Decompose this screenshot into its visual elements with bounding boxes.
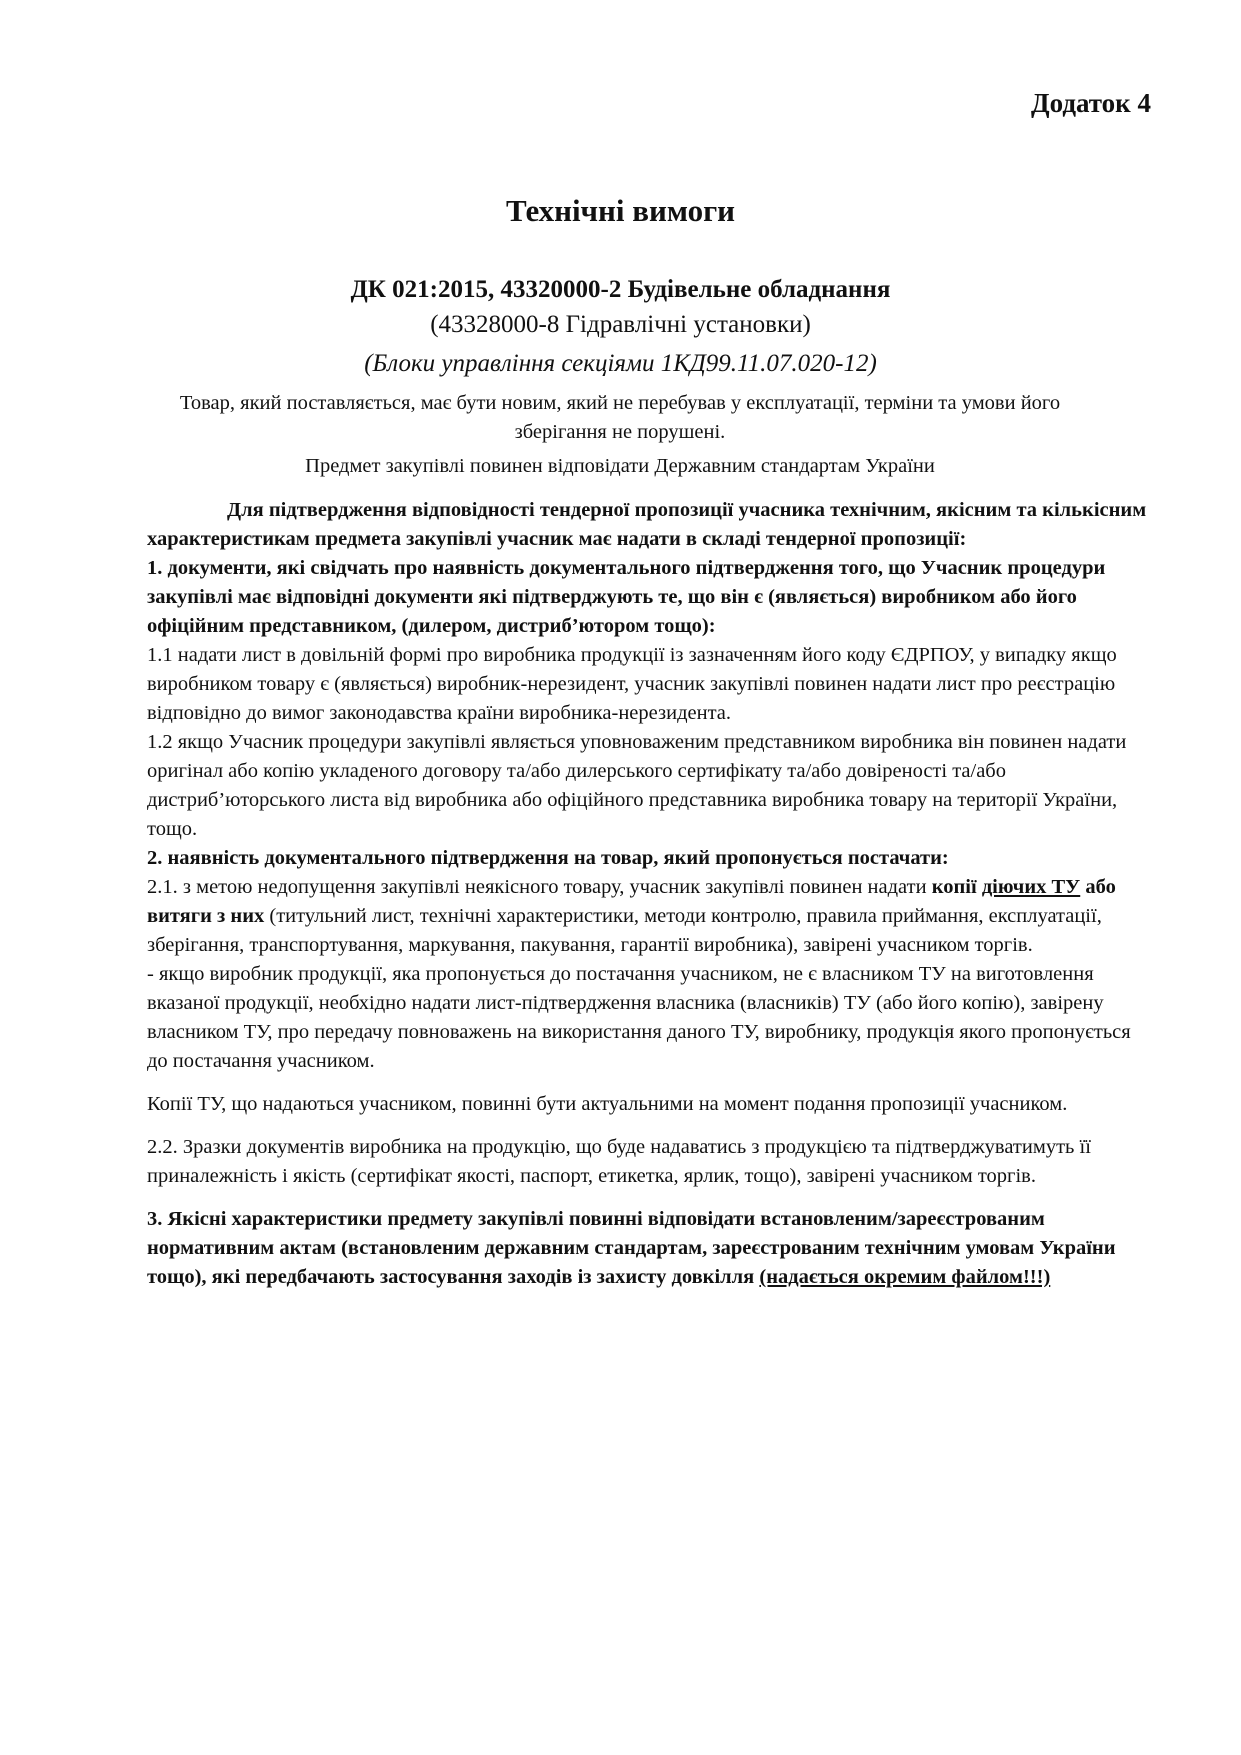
section-1-heading: 1. документи, які свідчать про наявність документального підтвердження того, що Учасник процедури закупівлі має відповідні документи які підтверджують те, що він є (являється) виробником або його офіційним представником, (дилером, дистриб’ютором тощо): — [147, 557, 1106, 637]
section-1-1: 1.1 надати лист в довільній формі про виробника продукції із зазначенням його коду ЄДРПОУ, у випадку якщо виробником товару є (являється) виробник-нерезидент, учасник закупівлі повинен надати лист про реєстрацію відповідно до вимог законодавства країни виробника-нерезидента. — [147, 644, 1117, 724]
section-3-text: 3. Якісні характеристики предмету закупівлі повинні відповідати встановленим/зареєстрованим нормативним актам (встановленим державним стандартам, зареєстрованим технічним умовам України тощо), які передбачають застосування заходів із захисту довкілля — [147, 1208, 1116, 1288]
section-3-separate-file: (надається окремим файлом!!!) — [759, 1266, 1051, 1288]
copies-paragraph: Копії ТУ, що надаються учасником, повинні бути актуальними на момент подання пропозиції учасником. — [147, 1093, 1068, 1115]
standards-note: Предмет закупівлі повинен відповідати Державним стандартам України — [305, 455, 935, 477]
appendix-label: Додаток 4 — [1031, 88, 1151, 118]
section-3 — [147, 1205, 1147, 1292]
classifier-subcode-line: (43328000-8 Гідравлічні установки) — [430, 311, 811, 338]
section-2-2: 2.2. Зразки документів виробника на продукцію, що буде надаватись з продукцією та підтверджуватимуть її приналежність і якість (сертифікат якості, паспорт, етикетка, ярлик, тощо), завірені учасником торгів. — [147, 1136, 1091, 1187]
condition-note: Товар, який поставляється, має бути новим, який не перебував у експлуатації, терміни та умови його зберігання не порушені. — [179, 392, 1061, 443]
classifier-code-line: ДК 021:2015, 43320000-2 Будівельне обладнання — [350, 276, 891, 303]
section-2-1-text: 2.1. з метою недопущення закупівлі неякісного товару, учасник закупівлі повинен надати — [147, 876, 932, 898]
product-name-line: (Блоки управління секціями 1КД99.11.07.020-12) — [364, 350, 877, 377]
section-2-1-bold-copies: копії — [931, 876, 982, 898]
section-2-1-rest: (титульний лист, технічні характеристики, методи контролю, правила приймання, експлуатації, зберігання, транспортування, маркування, пакування, гарантії виробника), завірені учасником торгів. — [147, 905, 1102, 956]
section-2-dash-item: - якщо виробник продукції, яка пропонується до постачання учасником, не є власником ТУ на виготовлення вказаної продукції, необхідно надати лист-підтвердження власника (власників) ТУ (або його копію), завірену власником ТУ, про передачу повноважень на використання даного ТУ, виробнику, продукція якого пропонується до постачання учасником. — [147, 963, 1131, 1072]
page-title: Технічні вимоги — [505, 193, 736, 228]
section-2-1-underlined-tu: діючих ТУ — [981, 876, 1081, 898]
section-2-1-bold-extracts: або витяги з них — [147, 876, 1116, 927]
section-2-1 — [147, 873, 1147, 960]
section-2-heading: 2. наявність документального підтвердження на товар, який пропонується постачати: — [147, 847, 949, 869]
intro-paragraph: Для підтвердження відповідності тендерної пропозиції учасника технічним, якісним та кількісним характеристикам предмета закупівлі учасник має надати в складі тендерної пропозиції: — [147, 499, 1147, 550]
section-1-2: 1.2 якщо Учасник процедури закупівлі являється уповноваженим представником виробника він повинен надати оригінал або копію укладеного договору та/або дилерського сертифікату та/або довіреності та/або дистриб’юторського листа від виробника або офіційного представника виробника товару на території України, тощо. — [147, 731, 1127, 840]
requirements-body — [147, 496, 1147, 1292]
